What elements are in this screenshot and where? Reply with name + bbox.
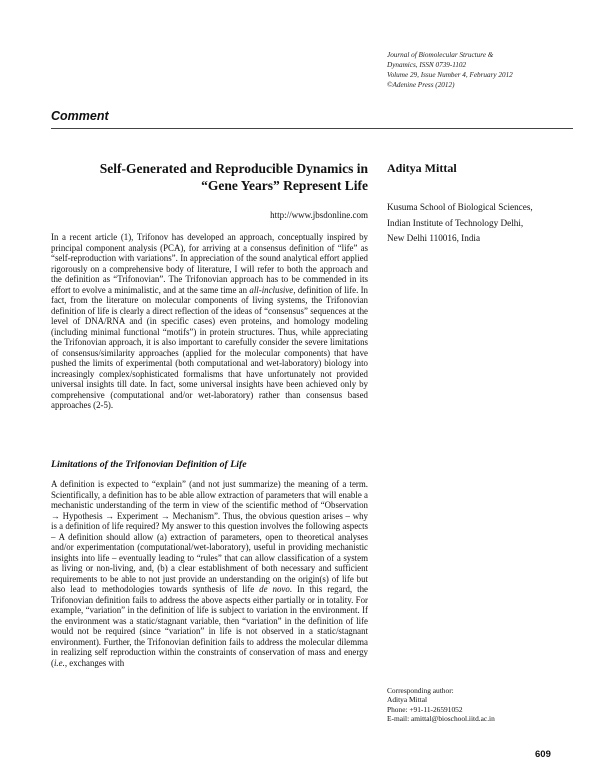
section-divider: [51, 128, 573, 129]
author-name: Aditya Mittal: [387, 161, 457, 175]
affiliation-line: New Delhi 110016, India: [387, 233, 481, 243]
corresponding-line: Corresponding author:: [387, 686, 454, 695]
affiliation-line: Kusuma School of Biological Sciences,: [387, 202, 533, 212]
corresponding-line: Phone: +91-11-26591052: [387, 704, 463, 714]
article-title: [60, 160, 368, 194]
author-affiliation: [387, 200, 533, 247]
section-heading: Limitations of the Trifonovian Definition of Life: [51, 459, 247, 470]
text-run: , definition of life. In fact, from the literature on molecular components of living systems, the Trifonovian definition of life is clearly a direct reflection of the ideas of “consensus” sequences at the level of DNA/RNA and (in specific cases) even proteins, and homology modeling (including minimal functional “motifs”) in protein structures. Thus, while appreciating the Trifonovian approach, it is also important to carefully consider the severe limitations of consensus/similarity approaches (applied for the molecular components) that have pushed the limits of experimental (both computational and wet-laboratory) biology into increasingly complex/sophisticated formalisms that have unfortunately not provided universal insights till date. In fact, some universal insights have been achieved only by comprehensive (computational and/or wet-laboratory) rather than consensus based approaches (2-5).: [51, 284, 368, 410]
corresponding-author-block: [387, 686, 495, 723]
corresponding-line: Aditya Mittal: [387, 695, 428, 705]
title-line: “Gene Years” Represent Life: [201, 178, 368, 193]
page-number: 609: [535, 749, 551, 760]
body-paragraph-limitations: [51, 479, 368, 668]
section-label: Comment: [51, 109, 109, 123]
affiliation-line: Indian Institute of Technology Delhi,: [387, 217, 524, 228]
title-line: Self-Generated and Reproducible Dynamics in: [99, 161, 368, 176]
journal-line: Volume 29, Issue Number 4, February 2012: [387, 71, 513, 79]
journal-url[interactable]: http://www.jbsdonline.com: [270, 210, 368, 220]
body-paragraph-intro: [51, 232, 368, 411]
text-run: . In this regard, the Trifonovian definition fails to address the above aspects either partially or in totality. For example, “variation” in the definition of life is subject to variation in the environment. If the environment was a static/stagnant variable, then “variation” in the definition of life would not be required (since “variation” in life is not observed in a static/stagnant environment). Further, the Trifonovian definition fails to address the molecular dilemma in realizing self reproduction within the constraints of conservation of mass and energy (: [51, 584, 368, 668]
emphasis-text: all-inclusive: [249, 284, 294, 295]
journal-line: ©Adenine Press (2012): [387, 81, 455, 89]
emphasis-text: de novo: [259, 584, 290, 594]
corresponding-email[interactable]: E-mail: amittal@bioschool.iitd.ac.in: [387, 713, 495, 723]
journal-line: Journal of Biomolecular Structure &: [387, 51, 494, 59]
journal-line: Dynamics, ISSN 0739-1102: [387, 61, 467, 69]
text-run: A definition is expected to “explain” (and not just summarize) the meaning of a term. Scientifically, a definition has to be able allow extraction of parameters that will enable a mechanistic understanding of the term in view of the scientific method of “Observation → Hypothesis → Experiment → Mechanism”. Thus, the obvious question arises – why is a definition of life required? My answer to this question involves the following aspects – A definition should allow (a) extraction of parameters, open to theoretical analyses and/or experimentation (computational/wet-laboratory), useful in providing mechanistic insights into life – eventually leading to “rules” that can allow classification of a system as living or non-living, and, (b) a clear establishment of both necessary and sufficient requirements to be able to not just provide an understanding on the origin(s) of life but also lead to methodologies towards synthesis of life: [51, 479, 368, 594]
journal-citation: [387, 50, 577, 90]
text-run: In a recent article (1), Trifonov has developed an approach, conceptually inspired by principal component analysis (PCA), for arriving at a consensus definition of “life” as “self-reproduction with variations”. In appreciation of the sound analytical effort applied rigorously on a comprehensive body of literature, I will refer to both the approach and the definition as “Trifonovian”. The Trifonovian approach has to be commended in its effort to evolve a minimalistic, and at the same time an: [51, 232, 368, 295]
text-run: , exchanges with: [64, 657, 125, 668]
emphasis-text: i.e.: [53, 657, 65, 668]
